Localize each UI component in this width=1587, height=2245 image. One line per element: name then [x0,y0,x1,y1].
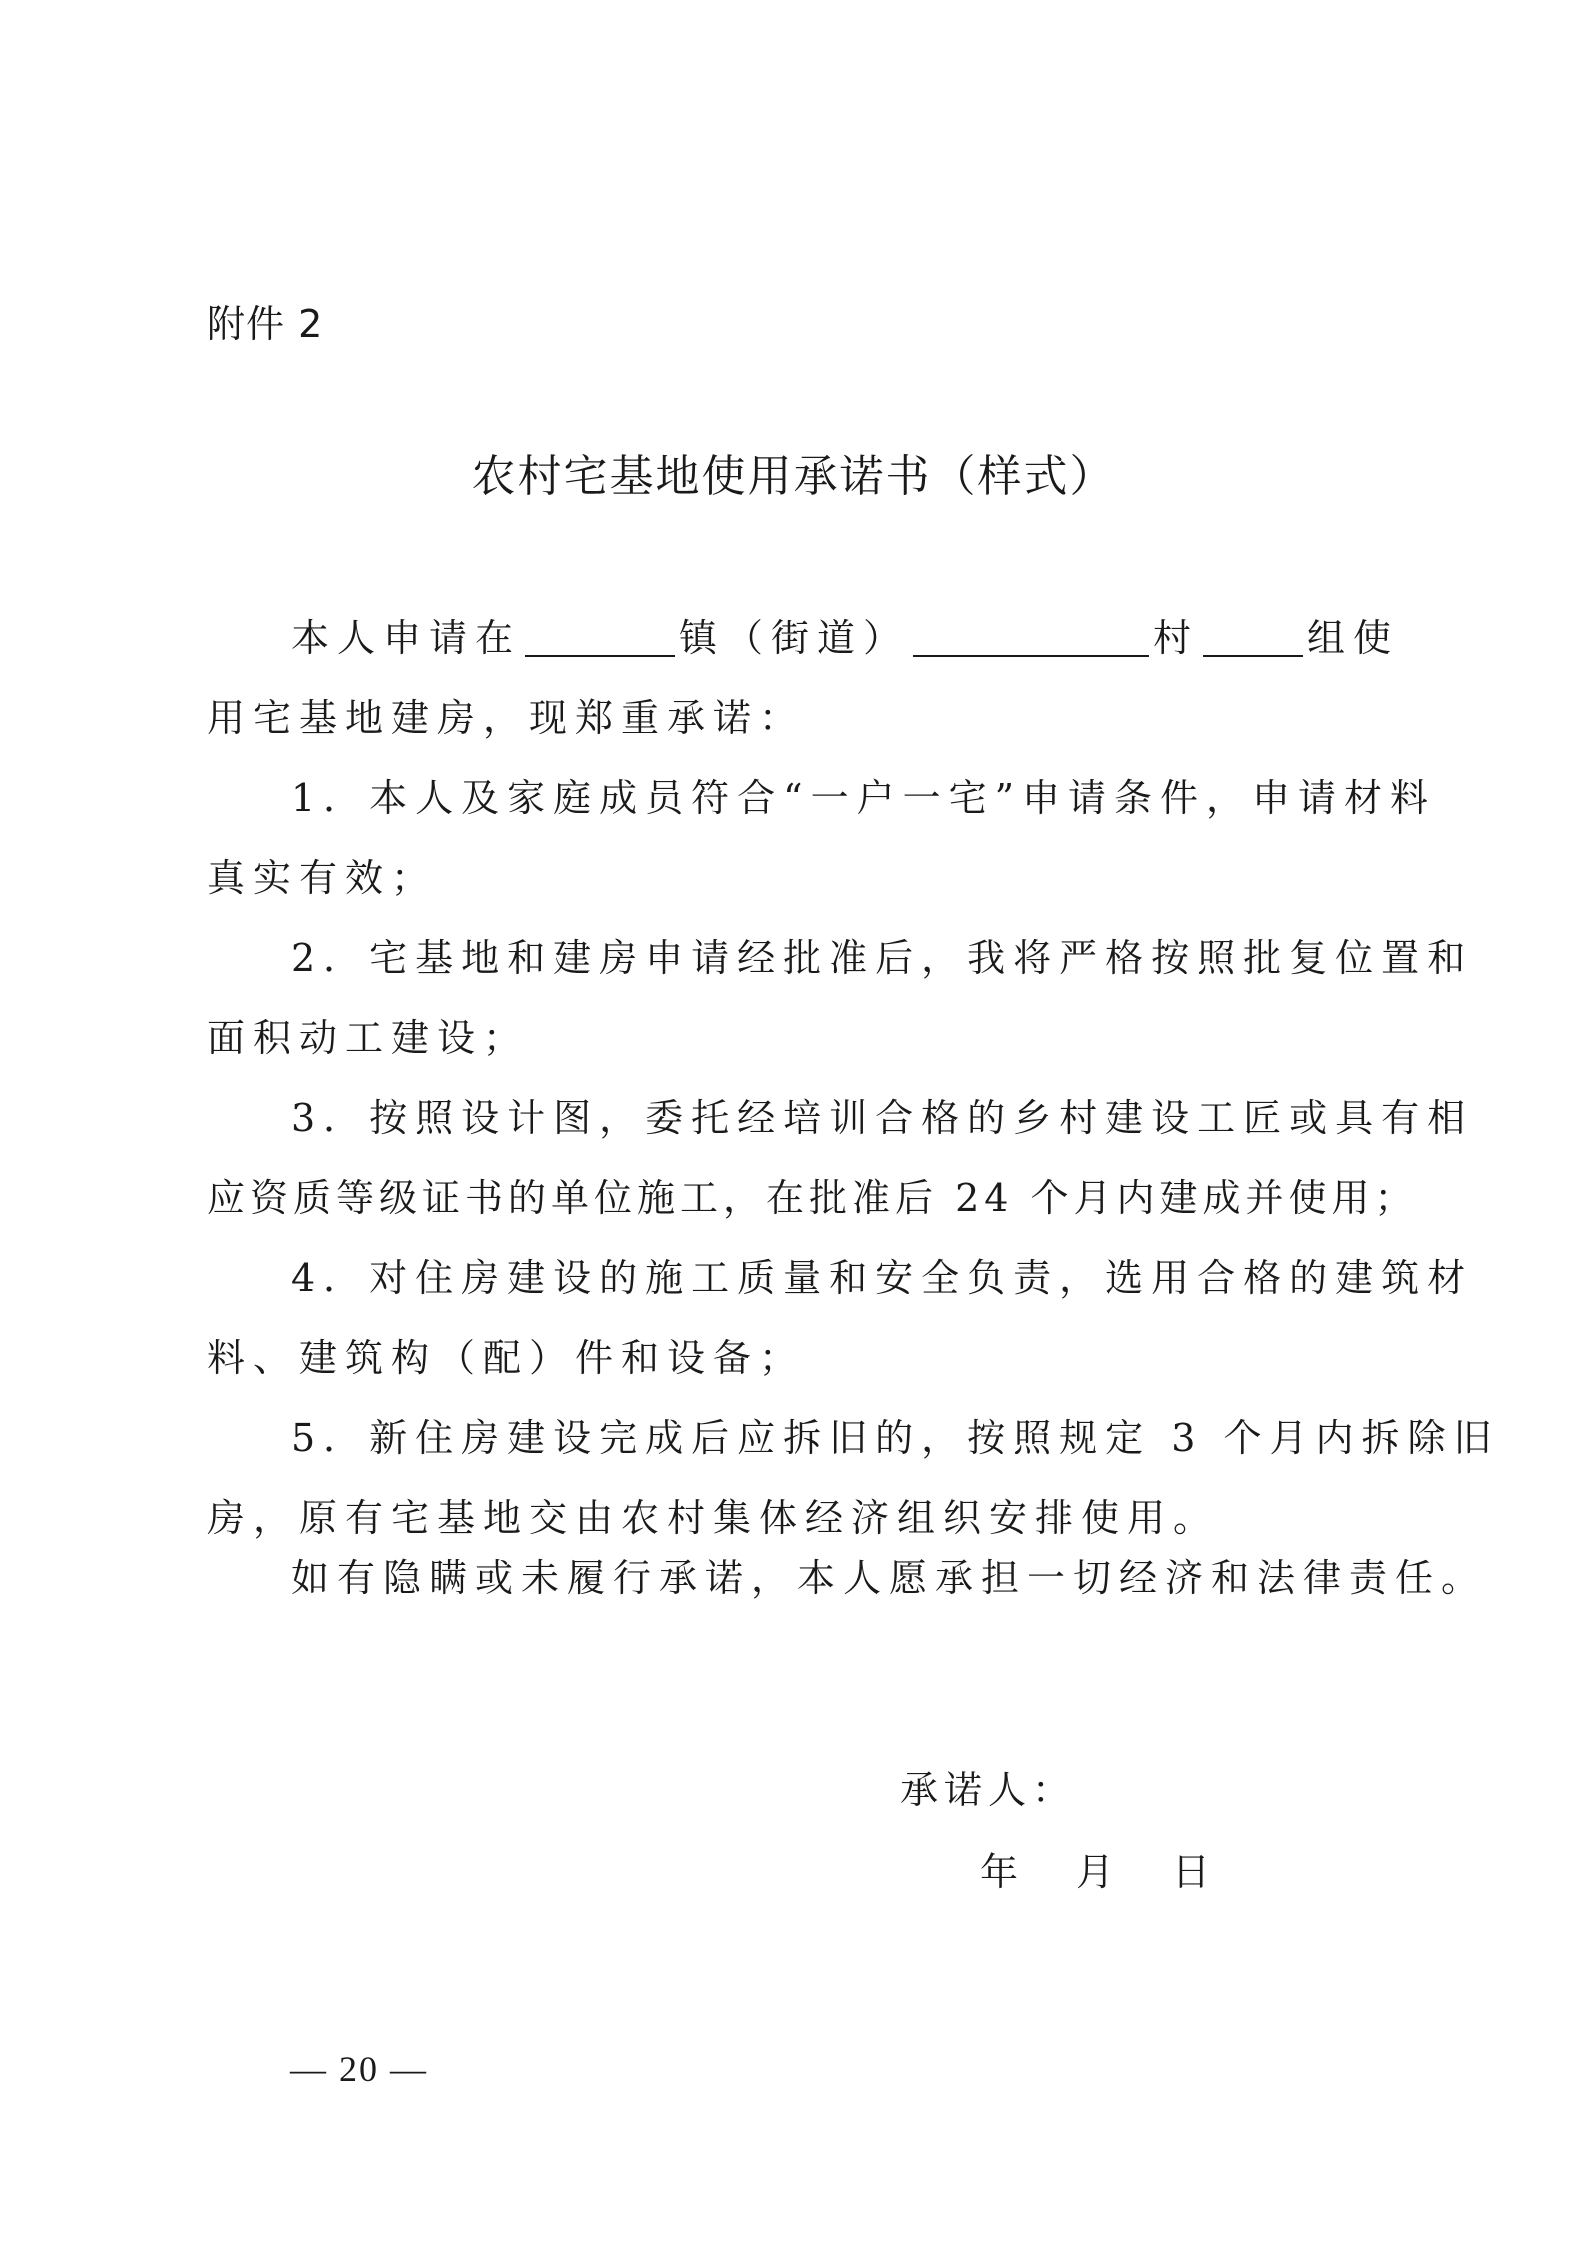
intro-paragraph [207,598,1400,758]
attachment-label: 附件 2 [207,302,324,346]
town-blank [525,613,675,657]
intro-line-2: 用宅基地建房，现郑重承诺： [207,696,806,740]
commitment-line: 真实有效； [207,856,438,900]
village-suffix: 村 [1153,616,1200,660]
commitment-line: 面积动工建设； [207,1016,530,1060]
commitment-line: 1．本人及家庭成员符合“一户一宅”申请条件，申请材料 [291,776,1437,820]
commitment-item-4 [207,1238,1474,1398]
commitment-item-2 [207,918,1474,1078]
document-title: 农村宅基地使用承诺书（样式） [471,451,1116,502]
commitment-item-5 [207,1398,1500,1558]
date-line [980,1842,1210,1902]
commitment-line: 2．宅基地和建房申请经批准后，我将严格按照批复位置和 [291,936,1474,980]
day-label: 日 [1172,1850,1211,1894]
commitment-line: 料、建筑构（配）件和设备； [207,1336,806,1380]
town-suffix: 镇（街道） [679,616,910,660]
commitment-item-3 [207,1078,1474,1238]
year-label: 年 [980,1850,1019,1894]
commitment-line: 4．对住房建设的施工质量和安全负责，选用合格的建筑材 [291,1256,1474,1300]
month-label: 月 [1076,1850,1115,1894]
page-number: — 20 — [290,2049,428,2089]
intro-line-1 [207,598,1400,678]
group-suffix: 组使 [1307,616,1400,660]
commitment-line: 3．按照设计图，委托经培训合格的乡村建设工匠或具有相 [291,1096,1474,1140]
commitment-line: 应资质等级证书的单位施工，在批准后 24 个月内建成并使用； [207,1176,1418,1220]
group-blank [1203,613,1303,657]
signer-label: 承诺人： [900,1768,1077,1812]
commitment-line: 房，原有宅基地交由农村集体经济组织安排使用。 [207,1496,1220,1540]
closing-line: 如有隐瞒或未履行承诺，本人愿承担一切经济和法律责任。 [291,1556,1488,1600]
village-blank [913,613,1149,657]
closing-paragraph [207,1538,1488,1618]
commitment-item-1 [207,758,1437,918]
intro-prefix: 本人申请在 [291,616,522,660]
commitment-line: 5．新住房建设完成后应拆旧的，按照规定 3 个月内拆除旧 [291,1416,1500,1460]
